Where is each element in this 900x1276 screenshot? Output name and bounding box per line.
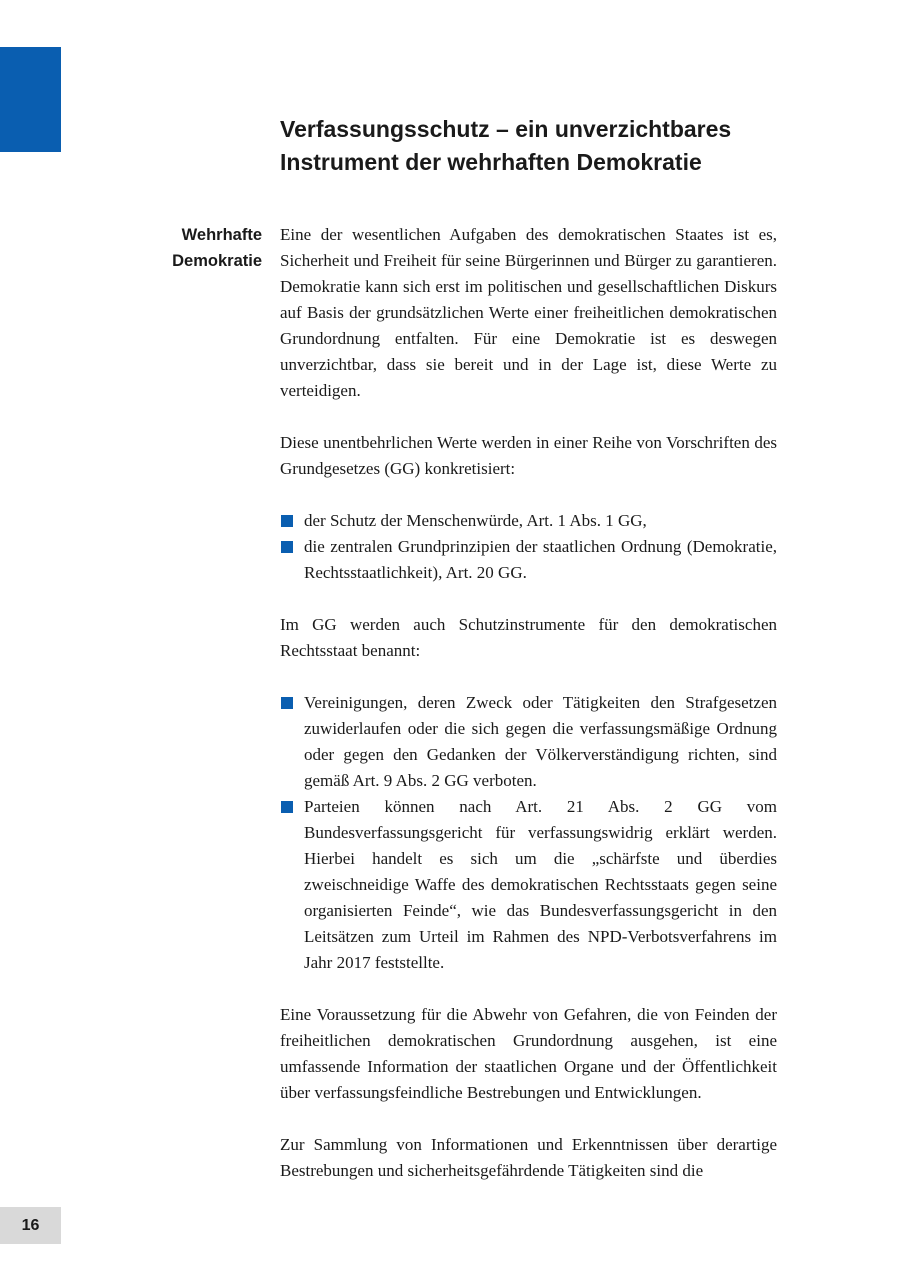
paragraph: Eine der wesentlichen Aufgaben des demokratischen Staates ist es, Sicherheit und Freiheit für seine Bürgerinnen und Bürger zu garantieren. Demokratie kann sich erst im politischen und gesellschaftlichen Diskurs auf Basis der grundsätzlichen Werte einer freiheitlichen demokratischen Grundordnung entfalten. Für eine Demokratie ist es deswegen unverzichtbar, dass sie bereit und in der Lage ist, diese Werte zu verteidigen. bbox=[280, 225, 777, 400]
bullet-list bbox=[280, 508, 777, 586]
page-title bbox=[280, 113, 800, 179]
margin-heading-line-2: Demokratie bbox=[172, 252, 262, 270]
paragraph: Diese unentbehrlichen Werte werden in einer Reihe von Vorschriften des Grundgesetzes (GG) konkretisiert: bbox=[280, 433, 777, 478]
square-bullet-icon bbox=[281, 515, 293, 527]
body-text bbox=[280, 222, 777, 1210]
margin-heading-line-1: Wehrhafte bbox=[181, 226, 262, 244]
list-item-text: der Schutz der Menschenwürde, Art. 1 Abs. 1 GG, bbox=[304, 511, 647, 530]
square-bullet-icon bbox=[281, 541, 293, 553]
list-item bbox=[280, 534, 777, 586]
paragraph: Eine Voraussetzung für die Abwehr von Gefahren, die von Feinden der freiheitlichen demokratischen Grundordnung ausgehen, ist eine umfassende Information der staatlichen Organe und der Öffentlichkeit über verfassungsfeindliche Bestrebungen und Entwicklungen. bbox=[280, 1005, 777, 1102]
list-item-text: Vereinigungen, deren Zweck oder Tätigkeiten den Strafgesetzen zuwiderlaufen oder die sich gegen die verfassungsmäßige Ordnung oder gegen den Gedanken der Völkerverständigung richten, sind gemäß Art. 9 Abs. 2 GG verboten. bbox=[304, 693, 777, 790]
square-bullet-icon bbox=[281, 697, 293, 709]
bullet-list bbox=[280, 690, 777, 976]
chapter-tab-marker bbox=[0, 47, 61, 152]
square-bullet-icon bbox=[281, 801, 293, 813]
page-title-line-2: Instrument der wehrhaften Demokratie bbox=[280, 149, 702, 175]
page-number: 16 bbox=[0, 1207, 61, 1244]
paragraph: Zur Sammlung von Informationen und Erkenntnissen über derartige Bestrebungen und sicherheitsgefährdende Tätigkeiten sind die bbox=[280, 1135, 777, 1180]
list-item-text: Parteien können nach Art. 21 Abs. 2 GG vom Bundesverfassungsgericht für verfassungswidrig erklärt werden. Hierbei handelt es sich um die „schärfste und überdies zweischneidige Waffe des demokratischen Rechtsstaats gegen seine organisierten Feinde“, wie das Bundesverfassungsgericht in den Leitsätzen zum Urteil im Rahmen des NPD-Verbotsverfahrens im Jahr 2017 feststellte. bbox=[304, 797, 777, 972]
margin-heading bbox=[150, 222, 262, 274]
page-title-line-1: Verfassungsschutz – ein unverzichtbares bbox=[280, 116, 732, 142]
list-item bbox=[280, 508, 777, 534]
list-item bbox=[280, 690, 777, 794]
list-item-text: die zentralen Grundprinzipien der staatlichen Ordnung (Demokratie, Rechtsstaatlichkeit), Art. 20 GG. bbox=[304, 537, 777, 582]
paragraph: Im GG werden auch Schutzinstrumente für den demokratischen Rechtsstaat benannt: bbox=[280, 615, 777, 660]
list-item bbox=[280, 794, 777, 976]
